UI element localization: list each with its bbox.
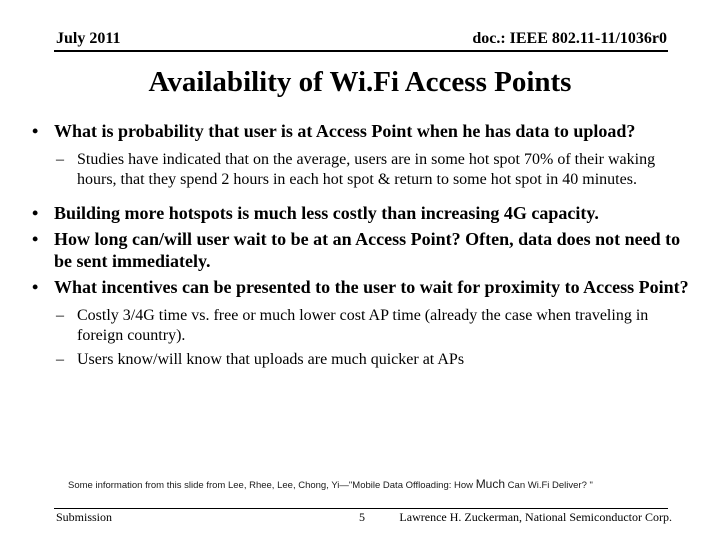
- slide-title: Availability of Wi.Fi Access Points: [148, 66, 572, 98]
- bullet-text: What incentives can be presented to the user to wait for proximity to Access Point?: [54, 277, 689, 297]
- bullet-text: Building more hotspots is much less costly than increasing 4G capacity.: [54, 203, 599, 223]
- bullet-icon: •: [32, 121, 39, 141]
- bullet-text: What is probability that user is at Access Point when he has data to upload?: [54, 121, 636, 141]
- bullet-wait: [30, 228, 690, 272]
- dash-icon: –: [56, 151, 64, 168]
- sub-bullet-costly: [30, 306, 690, 346]
- credit-text-1: Some information from this slide from Lee, Rhee, Lee, Chong, Yi—"Mobile Data Offloading: How: [68, 480, 476, 491]
- header-date: July 2011: [56, 30, 121, 47]
- sub-bullet-text: Users know/will know that uploads are much quicker at APs: [77, 351, 465, 368]
- bullet-icon: •: [32, 203, 39, 223]
- sub-bullet-uploads: [30, 350, 690, 370]
- credit-text-3: Can Wi.Fi Deliver? ": [505, 480, 593, 491]
- bullet-hotspots: [30, 202, 690, 224]
- bullet-incentives: [30, 276, 690, 298]
- credit-text-2: Much: [475, 477, 506, 491]
- footer-page-number: 5: [359, 510, 365, 524]
- slide-content: [30, 120, 690, 374]
- dash-icon: –: [56, 307, 64, 324]
- footer-author: Lawrence H. Zuckerman, National Semiconductor Corp.: [399, 510, 672, 524]
- source-credit: [68, 477, 593, 491]
- header-doc-id: doc.: IEEE 802.11-11/1036r0: [472, 30, 667, 47]
- sub-bullet-text: Costly 3/4G time vs. free or much lower cost AP time (already the case when traveling in foreign country).: [77, 307, 649, 344]
- bullet-icon: •: [32, 277, 39, 297]
- footer-rule: [54, 508, 668, 509]
- bullet-icon: •: [32, 229, 39, 249]
- footer-submission: Submission: [56, 510, 113, 524]
- dash-icon: –: [56, 351, 64, 368]
- bullet-text: How long can/will user wait to be at an Access Point? Often, data does not need to be sent immediately.: [54, 229, 681, 271]
- sub-bullet-studies: [30, 150, 690, 190]
- sub-bullet-text: Studies have indicated that on the average, users are in some hot spot 70% of their waking hours, that they spend 2 hours in each hot spot & return to some hot spot in 40 minutes.: [77, 151, 656, 188]
- bullet-probability: [30, 120, 690, 142]
- header-rule: [54, 50, 668, 52]
